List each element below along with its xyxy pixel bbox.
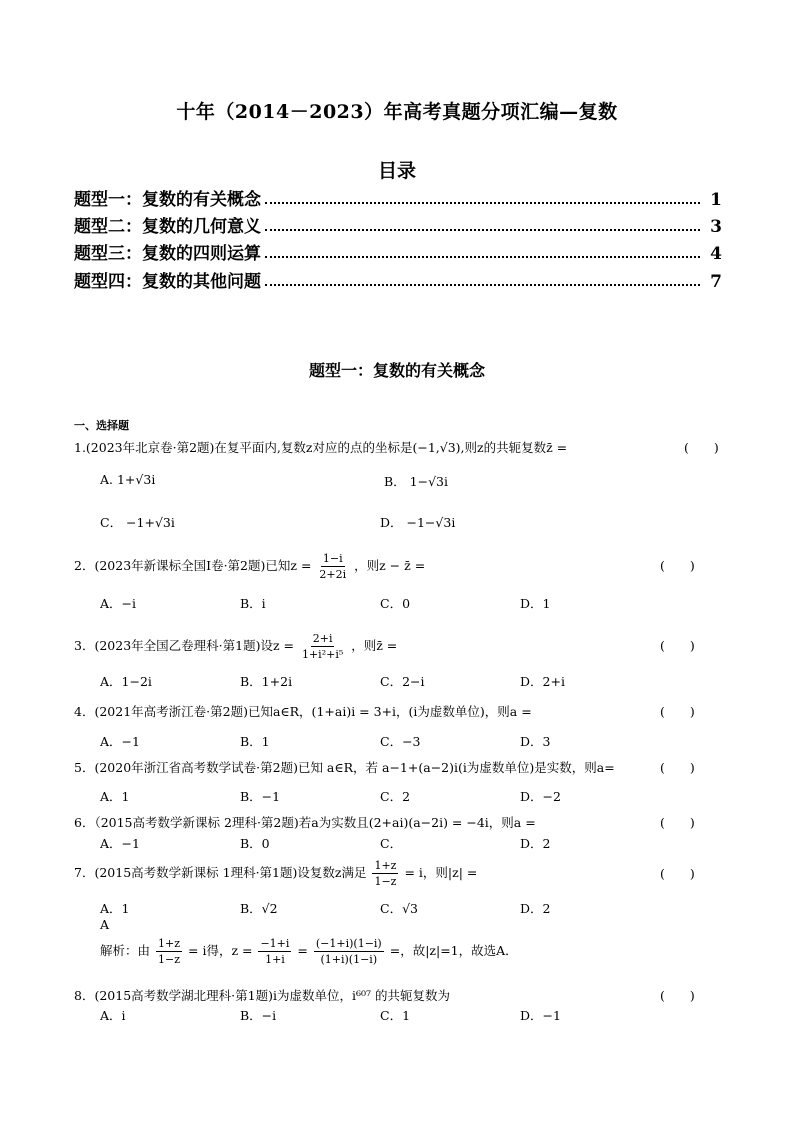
- option-a: A．−1: [100, 836, 140, 851]
- toc-leader: [265, 255, 700, 258]
- fraction: [156, 936, 182, 967]
- option-a: A．1: [100, 901, 130, 916]
- option-b: B．i: [240, 596, 266, 611]
- toc-item-page: 4: [710, 244, 722, 264]
- explanation-text: =: [297, 943, 308, 958]
- option-d: D．−1: [520, 1008, 561, 1023]
- option-c: C．√3: [380, 901, 418, 916]
- answer-blank: ( ): [660, 704, 695, 719]
- toc-item-page: 7: [710, 272, 722, 292]
- option-d: D．2: [520, 836, 551, 851]
- fraction-denominator: 1+i: [265, 953, 285, 966]
- option-d: D．2+i: [520, 674, 565, 689]
- question-stem: [74, 858, 674, 889]
- toc-item-page: 3: [710, 217, 722, 237]
- option-a: A．i: [100, 1008, 126, 1023]
- option-a: A．−i: [100, 596, 136, 611]
- fraction-denominator: 1−z: [374, 875, 397, 888]
- fraction: [314, 936, 384, 967]
- option-c: C．2−i: [380, 674, 425, 689]
- option-b: B． 1−√3i: [384, 474, 449, 489]
- option-b: B．−i: [240, 1008, 277, 1023]
- toc-item[interactable]: [74, 240, 722, 264]
- option-b: B．√2: [240, 901, 278, 916]
- document-title: 十年（2014－2023）年高考真题分项汇编—复数: [176, 101, 618, 123]
- fraction-denominator: 2+2i: [319, 568, 347, 581]
- question-stem: [74, 631, 674, 662]
- fraction-numerator: 1+z: [374, 859, 397, 872]
- fraction-numerator: −1+i: [260, 937, 290, 950]
- toc-item-page: 1: [710, 190, 722, 210]
- solution-explanation: [100, 936, 518, 967]
- toc-item-label: 题型一：复数的有关概念: [74, 190, 261, 210]
- option-c: C．2: [380, 789, 411, 804]
- option-b: B．1+2i: [240, 674, 293, 689]
- option-c: C．0: [380, 596, 411, 611]
- fraction-denominator: 1+i²+i⁵: [301, 648, 344, 661]
- option-d: D．−2: [520, 789, 561, 804]
- option-c: C．−3: [380, 734, 421, 749]
- fraction-numerator: 1−i: [322, 552, 343, 565]
- toc-heading: 目录: [377, 160, 416, 182]
- question-stem: 5．(2020年浙江省高考数学试卷·第2题)已知 a∈R，若 a−1+(a−2)i(i为虚数单位)是实数，则a=: [74, 760, 615, 775]
- answer-blank: ( ): [660, 760, 695, 775]
- toc-item-label: 题型三：复数的四则运算: [74, 244, 261, 264]
- question-stem-suffix: = i，则|z| =: [404, 865, 478, 880]
- toc-leader: [265, 201, 700, 204]
- option-d: D．3: [520, 734, 551, 749]
- toc-leader: [265, 283, 700, 286]
- toc-leader: [265, 228, 700, 231]
- toc-item-label: 题型二：复数的几何意义: [74, 217, 261, 237]
- fraction-numerator: 1+z: [158, 937, 181, 950]
- fraction: [372, 858, 398, 889]
- fraction-numerator: (−1+i)(1−i): [315, 937, 382, 950]
- question-stem-prefix: 3．(2023年全国乙卷理科·第1题)设z =: [74, 638, 294, 653]
- answer-blank: ( ): [660, 815, 695, 830]
- option-c: C． −1+√3i: [100, 515, 175, 530]
- option-b: B．−1: [240, 789, 281, 804]
- toc-item[interactable]: [74, 186, 722, 210]
- question-stem-suffix: ，则z̄ =: [351, 638, 398, 653]
- option-c: C．1: [380, 1008, 411, 1023]
- section-title: 题型一：复数的有关概念: [308, 361, 485, 380]
- option-a: A．−1: [100, 734, 140, 749]
- question-stem: 1.(2023年北京卷·第2题)在复平面内,复数z对应的点的坐标是(−1,√3),则z的共轭复数z̄ =: [74, 440, 568, 455]
- option-d: D． −1−√3i: [380, 515, 456, 530]
- explanation-text: =，故|z|=1，故选A．: [389, 943, 518, 958]
- fraction-denominator: (1+i)(1−i): [320, 953, 378, 966]
- fraction-denominator: 1−z: [158, 953, 181, 966]
- question-stem: 6．（2015高考数学新课标 2理科·第2题)若a为实数且(2+ai)(a−2i) = −4i，则a =: [74, 815, 536, 830]
- answer-blank: ( ): [660, 638, 695, 653]
- question-stem-suffix: ，则z − z̄ =: [354, 558, 426, 573]
- fraction-numerator: 2+i: [312, 632, 333, 645]
- fraction: [317, 551, 348, 582]
- option-a: A．1: [100, 789, 130, 804]
- question-stem: [74, 551, 674, 582]
- option-a: A. 1+√3i: [100, 472, 156, 487]
- subsection-title: 一、选择题: [74, 419, 129, 432]
- fraction: [300, 631, 345, 662]
- answer-blank: ( ): [660, 988, 695, 1003]
- question-stem-prefix: 2．(2023年新课标全国Ⅰ卷·第2题)已知z =: [74, 558, 312, 573]
- question-stem-prefix: 7．(2015高考数学新课标 1理科·第1题)设复数z满足: [74, 865, 367, 880]
- toc-item-label: 题型四：复数的其他问题: [74, 272, 261, 292]
- question-stem: 8．(2015高考数学湖北理科·第1题)i为虚数单位，i⁶⁰⁷ 的共轭复数为: [74, 988, 450, 1003]
- toc-item[interactable]: [74, 213, 722, 237]
- option-d: D．1: [520, 596, 551, 611]
- option-d: D．2: [520, 901, 551, 916]
- option-c: C．: [380, 836, 403, 851]
- option-b: B．1: [240, 734, 270, 749]
- explanation-lead: 解析：由: [100, 943, 151, 958]
- option-b: B．0: [240, 836, 270, 851]
- toc-item[interactable]: [74, 268, 722, 292]
- answer-blank: ( ): [684, 440, 719, 455]
- answer-blank: ( ): [660, 866, 695, 881]
- answer-key: A: [100, 917, 110, 932]
- question-stem: 4．(2021年高考浙江卷·第2题)已知a∈R，(1+ai)i = 3+i，(i为虚数单位)，则a =: [74, 704, 532, 719]
- fraction: [258, 936, 291, 967]
- option-a: A．1−2i: [100, 674, 152, 689]
- explanation-text: = i得，z =: [188, 943, 253, 958]
- answer-blank: ( ): [660, 558, 695, 573]
